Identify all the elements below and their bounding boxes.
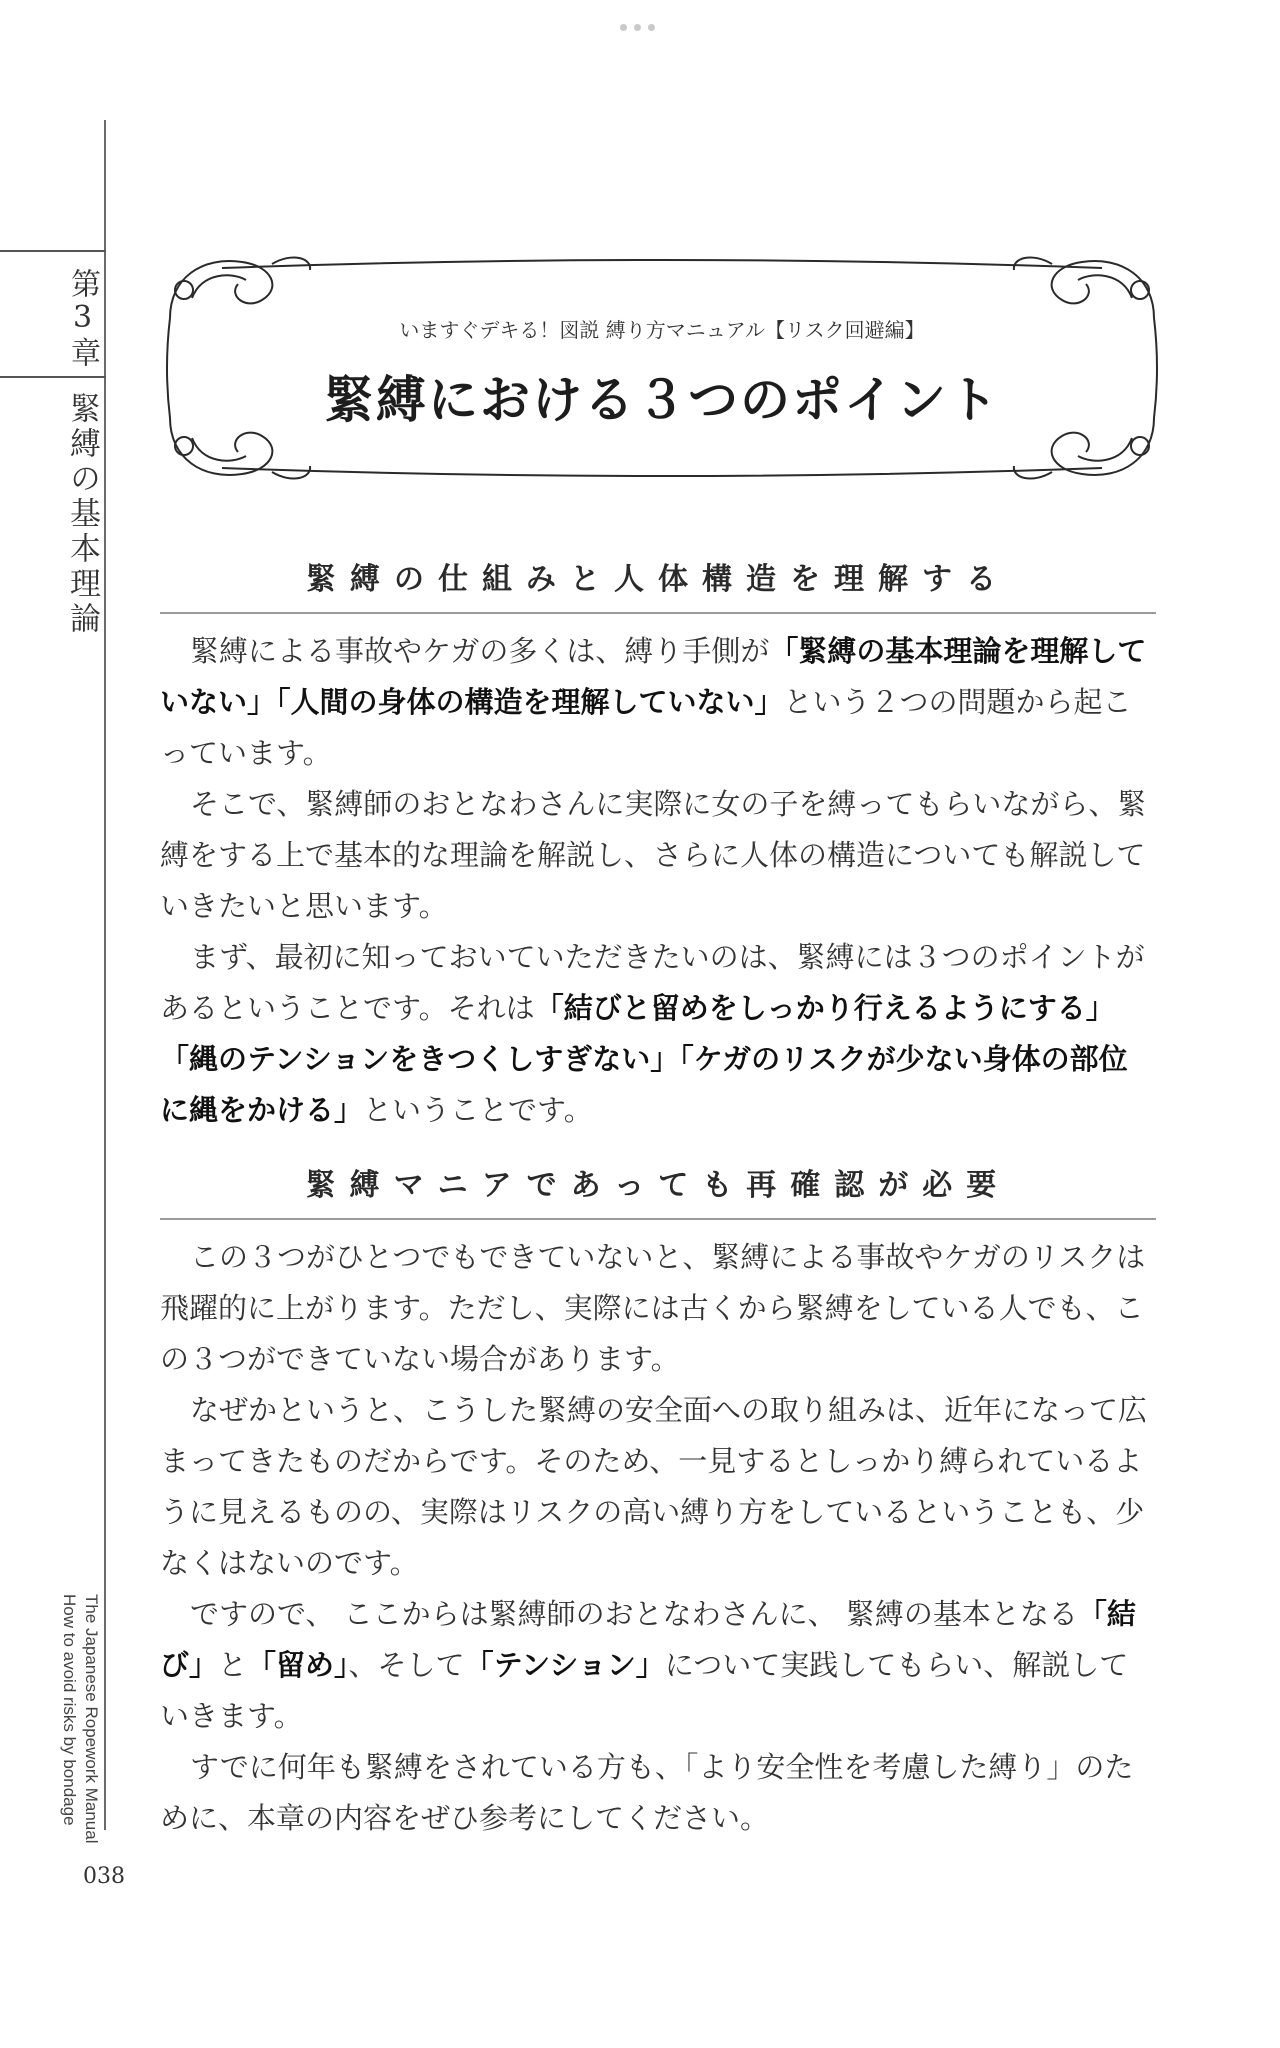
body-paragraph (160, 626, 1156, 779)
book-title-line: The Japanese Ropework Manual (82, 1594, 101, 1844)
text-run: ということです。 (363, 1093, 593, 1127)
emphasized-text: 「緊縛の基本理論を理解していない」「人間の身体の構造を理解していない」 (160, 634, 1147, 719)
text-run: という２つの問題から起こっています。 (160, 685, 1132, 770)
text-run: この３つがひとつでもできていないと、緊縛による事故やケガのリスクは飛躍的に上がります。ただし、実際には古くから緊縛をしている人でも、この３つができていない場合があります。 (160, 1240, 1146, 1376)
section-heading: 緊縛マニアであっても再確認が必要 (160, 1160, 1156, 1220)
section-1 (160, 554, 1156, 1136)
section-heading: 緊縛の仕組みと人体構造を理解する (160, 554, 1156, 614)
text-run: そこで、緊縛師のおとなわさんに実際に女の子を縛ってもらいながら、緊縛をする上で基本的な理論を解説し、さらに人体の構造についても解説していきたいと思います。 (160, 787, 1147, 923)
page-title: 緊縛における３つのポイント (324, 371, 1000, 429)
text-run: すでに何年も緊縛をされている方も、「より安全性を考慮した縛り」のために、本章の内容をぜひ参考にしてください。 (160, 1750, 1134, 1835)
chapter-rule-top (0, 250, 106, 252)
text-run: なぜかというと、こうした緊縛の安全面への取り組みは、近年になって広まってきたものだからです。そのため、一見するとしっかり縛られているように見えるものの、実際はリスクの高い縛り方をしているということも、少なくはないのです。 (160, 1393, 1148, 1580)
chapter-label: 第3章 (65, 268, 100, 369)
emphasized-text: 「結び」 (160, 1597, 1136, 1682)
text-run: と (218, 1648, 248, 1682)
body-paragraph (160, 1385, 1156, 1589)
body-paragraph (160, 1742, 1156, 1844)
chapter-rule-middle (0, 376, 106, 378)
text-run: ですので、 ここからは緊縛師のおとなわさんに、 緊縛の基本となる (190, 1597, 1078, 1631)
book-subtitle-line: How to avoid risks by bondage (60, 1594, 79, 1826)
body-paragraph (160, 932, 1156, 1136)
book-title-english (58, 1594, 102, 1843)
body-paragraph (160, 779, 1156, 932)
chapter-title: 緊縛の基本理論 (64, 392, 100, 637)
body-paragraph (160, 1232, 1156, 1385)
body-paragraph (160, 1589, 1156, 1742)
page-number: 038 (83, 1864, 125, 1889)
title-frame (162, 248, 1162, 488)
emphasized-text: 「テンション」 (464, 1648, 665, 1682)
page-indicator-dots (620, 24, 655, 31)
section-body (160, 1232, 1156, 1844)
emphasized-text: 「留め」 (247, 1648, 349, 1682)
text-run: 、そして (348, 1648, 465, 1682)
emphasized-text: 「結びと留めをしっかり行えるようにする」「縄のテンションをきつくしすぎない」「ケガのリスクが少ない身体の部位に縄をかける」 (160, 991, 1128, 1127)
text-run: まず、最初に知っておいていただきたいのは、緊縛には３つのポイントがあるということです。それは (160, 940, 1145, 1025)
text-run: 緊縛による事故やケガの多くは、縛り手側が (190, 634, 770, 668)
text-run: について実践してもらい、解説していきます。 (160, 1648, 1129, 1733)
section-2 (160, 1160, 1156, 1844)
title-box-subtitle: いますぐデキる！図説 縛り方マニュアル【リスク回避編】 (399, 318, 925, 342)
section-body (160, 626, 1156, 1136)
